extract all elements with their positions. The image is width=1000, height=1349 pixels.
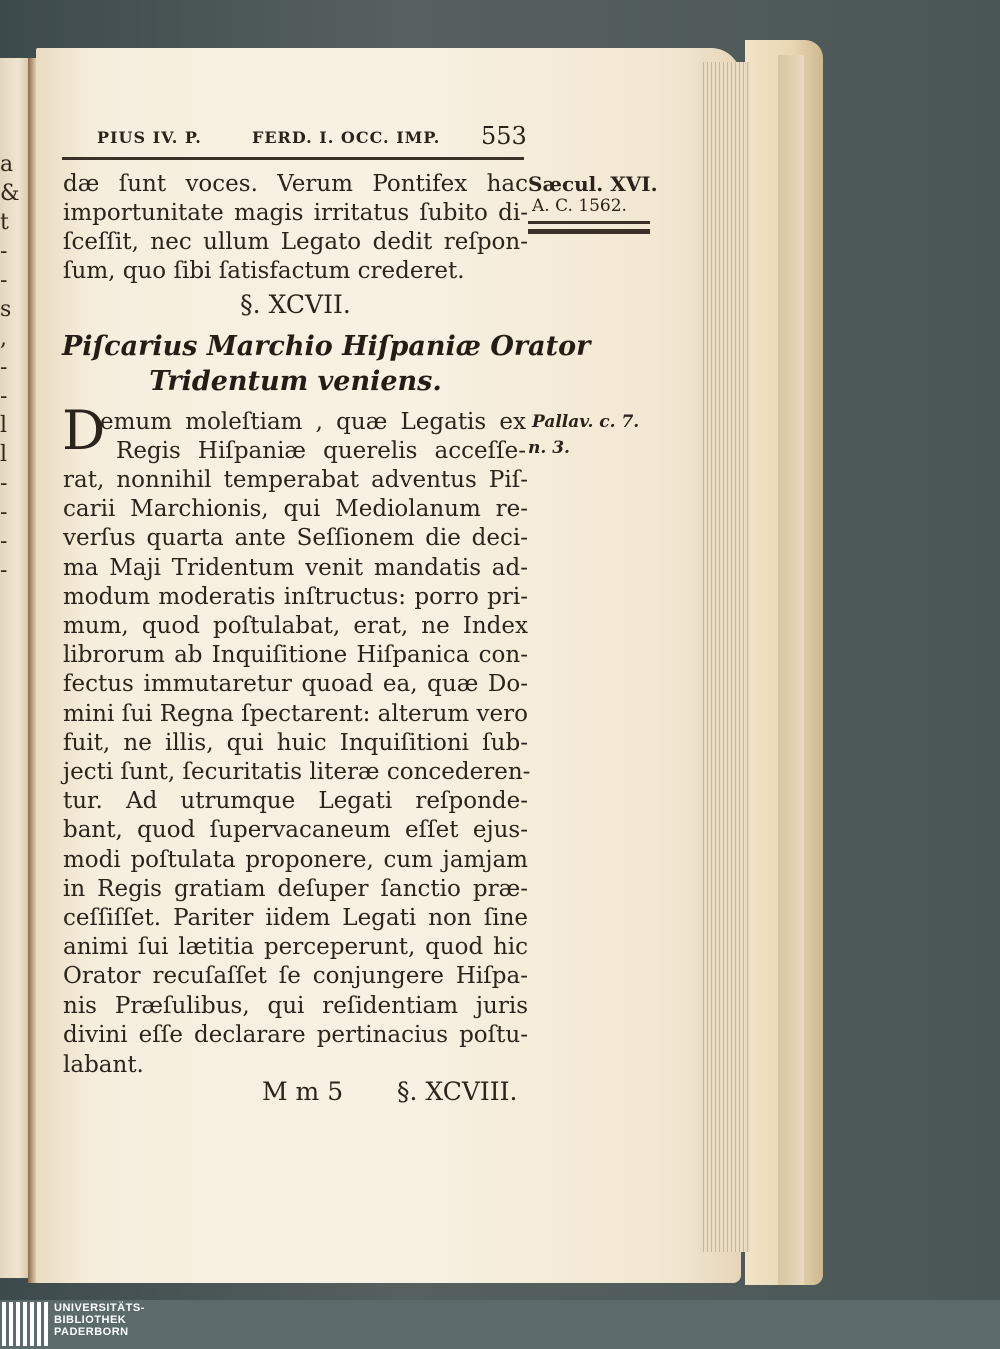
- text-line: rat, nonnihil temperabat adventus Piſ-: [63, 467, 528, 493]
- body-last-line: labant.: [63, 1052, 144, 1078]
- facing-page-glyph: -: [0, 384, 8, 409]
- text-line: carii Marchionis, qui Mediolanum re-: [63, 496, 528, 523]
- facing-page-glyph: -: [0, 268, 8, 293]
- header-emperor: FERD. I. OCC. IMP.: [252, 128, 441, 147]
- text-line: mini ſui Regna ſpectarent: alterum vero: [63, 700, 528, 727]
- header-pope: PIUS IV. P.: [97, 128, 202, 147]
- margin-rule-1: [528, 221, 650, 224]
- text-line: mum, quod poſtulabat, erat, ne Index: [63, 613, 528, 639]
- text-line: fuit, ne illis, qui huic Inquiſitioni ſub-: [63, 729, 528, 756]
- text-line: Regis Hiſpaniæ querelis acceſſe-: [116, 438, 526, 464]
- facing-page-fragments: [0, 150, 20, 585]
- text-line: ceſſiſſet. Pariter iidem Legati non ſine: [63, 905, 528, 931]
- text-line: modum moderatis inſtructus: porro pri-: [63, 583, 528, 610]
- text-line: modi poſtulata proponere, cum jamjam: [63, 846, 528, 873]
- text-line: librorum ab Inquiſitione Hiſpanica con-: [63, 642, 528, 669]
- text-line: bant, quod ſupervacaneum eſſet ejus-: [63, 817, 528, 844]
- facing-page-glyph: t: [0, 210, 9, 235]
- text-line: verſus quarta ante Seſſionem die deci-: [63, 525, 528, 552]
- facing-page-glyph: -: [0, 355, 8, 380]
- facing-page-glyph: &: [0, 181, 20, 206]
- text-line: divini eſſe declarare pertinacius poſtu-: [63, 1021, 528, 1048]
- margin-saeculum: Sæcul. XVI.: [528, 172, 658, 196]
- facing-page-glyph: l: [0, 413, 8, 438]
- facing-page-glyph: l: [0, 442, 8, 467]
- text-line: in Regis gratiam deſuper ſanctio præ-: [63, 875, 528, 902]
- facing-page-glyph: ,: [0, 326, 7, 351]
- text-line: nis Præſulibus, qui reſidentiam juris: [63, 992, 528, 1019]
- facing-page-glyph: -: [0, 529, 8, 554]
- text-line: ſum, quo ſibi ſatisfactum crederet.: [63, 258, 465, 284]
- section-title-line1: Piſcarius Marchio Hiſpaniæ Orator: [62, 331, 591, 362]
- page-number: 553: [481, 122, 527, 150]
- facing-page-glyph: -: [0, 558, 8, 583]
- facing-page-glyph: -: [0, 471, 8, 496]
- section-title-line2: Tridentum veniens.: [149, 366, 442, 397]
- margin-year: A. C. 1562.: [532, 196, 627, 216]
- text-line: importunitate magis irritatus ſubito di-: [63, 200, 528, 226]
- text-line: dæ ſunt voces. Verum Pontifex hac: [63, 171, 528, 197]
- text-line: fectus immutaretur quoad ea, quæ Do-: [63, 671, 528, 698]
- library-logo-icon: [2, 1302, 48, 1346]
- text-line: ma Maji Tridentum venit mandatis ad-: [63, 554, 528, 581]
- facing-page-glyph: -: [0, 500, 8, 525]
- brand-bar: [0, 1300, 1000, 1349]
- text-line: ſceſſit, nec ullum Legato dedit reſpon-: [63, 229, 528, 255]
- page-block-edges: [700, 62, 750, 1252]
- catchword: §. XCVIII.: [397, 1077, 518, 1106]
- header-rule: [62, 157, 524, 160]
- text-line: emum moleſtiam , quæ Legatis ex: [100, 409, 526, 435]
- brand-line3: PADERBORN: [54, 1326, 129, 1338]
- facing-page-glyph: a: [0, 152, 14, 177]
- brand-line2: BIBLIOTHEK: [54, 1314, 127, 1326]
- running-header: [97, 120, 527, 156]
- text-line: animi ſui lætitia perceperunt, quod hic: [63, 934, 528, 961]
- margin-rule-2: [528, 229, 650, 234]
- brand-line1: UNIVERSITÄTS-: [54, 1302, 145, 1314]
- facing-page-glyph: s: [0, 297, 12, 322]
- text-line: tur. Ad utrumque Legati reſponde-: [63, 788, 528, 815]
- text-line: jecti ſunt, ſecuritatis literæ concederen-: [63, 759, 531, 785]
- cover-strap: [778, 55, 804, 1285]
- margin-ref-line2: n. 3.: [528, 438, 570, 458]
- signature-mark: M m 5: [262, 1077, 344, 1106]
- text-line: Orator recuſaſſet ſe conjungere Hiſpa-: [63, 963, 528, 990]
- margin-ref-line1: Pallav. c. 7.: [532, 412, 640, 432]
- drop-capital: D: [62, 399, 106, 462]
- section-number: §. XCVII.: [240, 290, 351, 319]
- facing-page-glyph: -: [0, 239, 8, 264]
